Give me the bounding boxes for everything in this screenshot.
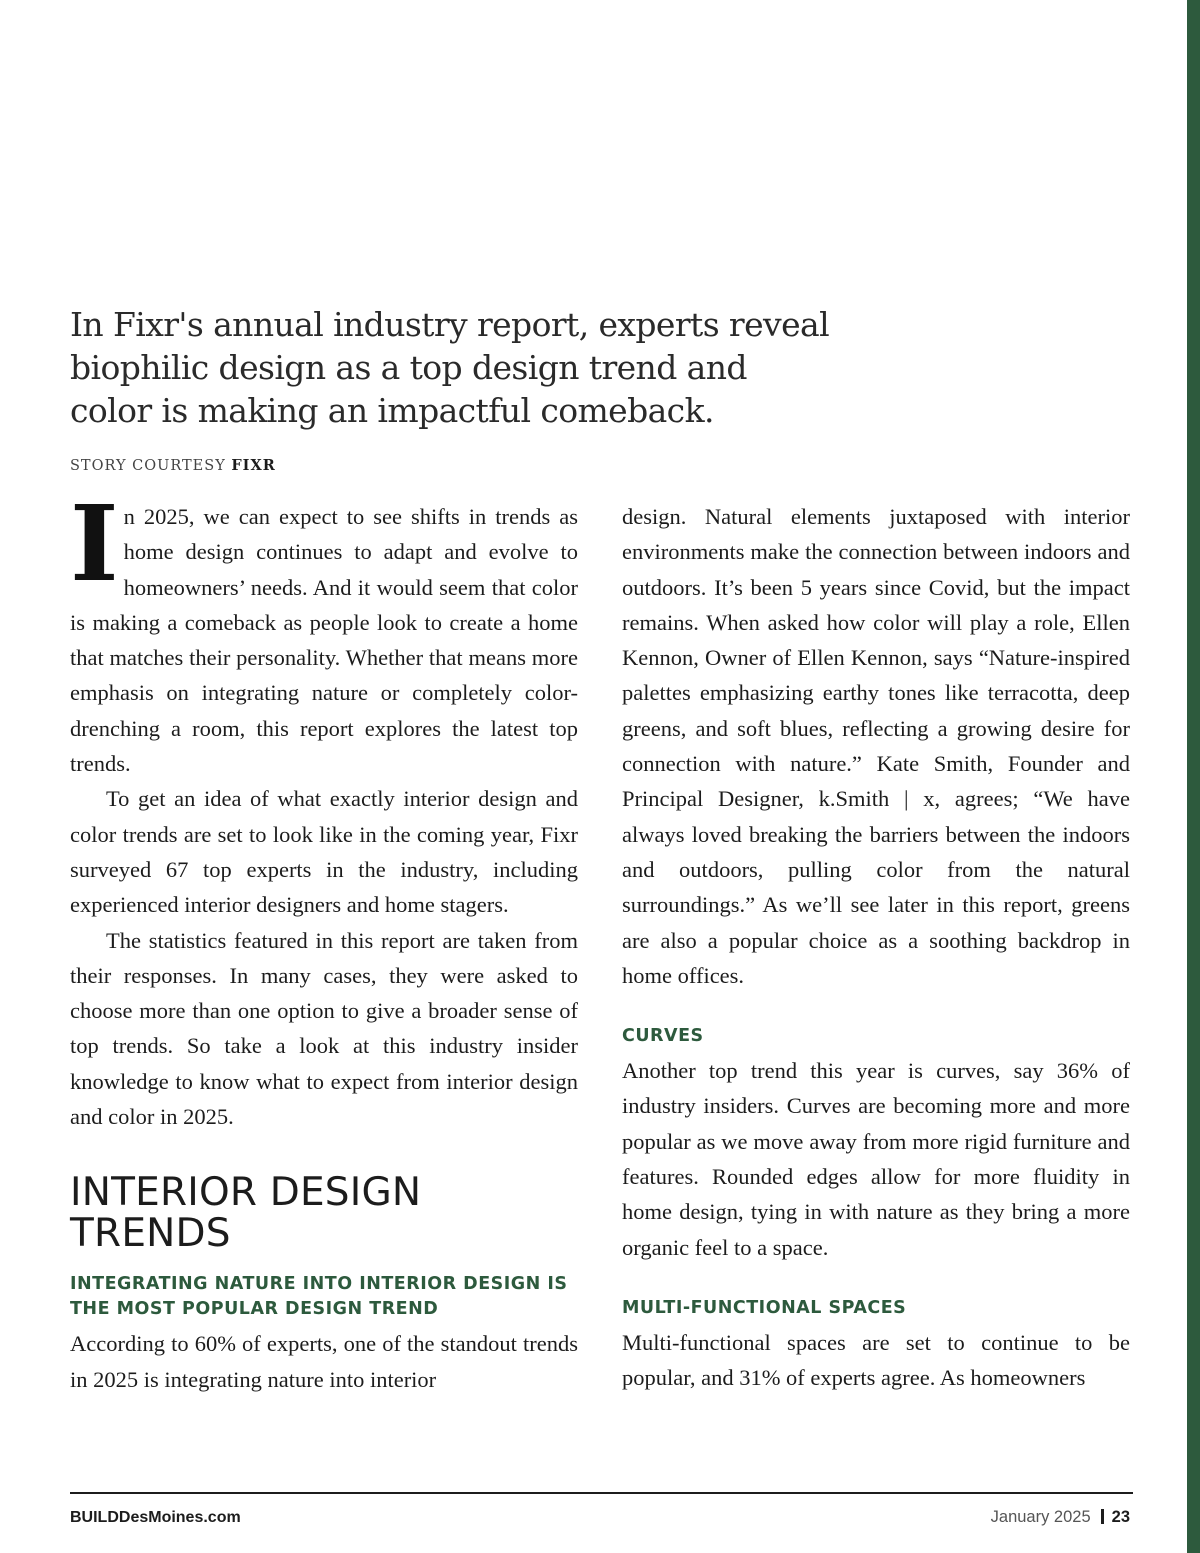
- footer-separator: [1101, 1509, 1104, 1524]
- page-number: 23: [1111, 1508, 1130, 1526]
- drop-cap: I: [70, 482, 119, 605]
- article-column-left: [70, 482, 578, 1397]
- subhead-curves: CURVES: [622, 1026, 704, 1047]
- section-title: [70, 1170, 578, 1257]
- intro-text: n 2025, we can expect to see shifts in trends as home design continues to adapt and evolve to homeowners’ needs. And it would seem that color is making a comeback as people look to create a home that matches their personality. Whether that means more emphasis on integrating nature or completely color-drenching a room, this report explores the latest top trends.: [70, 504, 578, 777]
- byline-label: STORY COURTESY: [70, 458, 226, 474]
- deck-line: biophilic design as a top design trend and: [70, 348, 747, 387]
- footer-date: January 2025: [990, 1508, 1091, 1526]
- footer-page-info: [991, 1508, 1130, 1527]
- body-paragraph: To get an idea of what exactly interior design and color trends are set to look like in the coming year, Fixr surveyed 67 top experts in the industry, including experienced interior designers and home stagers.: [70, 786, 578, 918]
- body-paragraph: The statistics featured in this report are taken from their responses. In many cases, they were asked to choose more than one option to give a broader sense of top trends. So take a look at this industry insider knowledge to know what to expect from interior design and color in 2025.: [70, 927, 578, 1130]
- intro-paragraph: [70, 482, 578, 781]
- deck-line: color is making an impactful comeback.: [70, 391, 714, 430]
- body-paragraph: design. Natural elements juxtaposed with interior environments make the connection between indoors and outdoors. It’s been 5 years since Covid, but the impact remains. When asked how color will play a role, Ellen Kennon, Owner of Ellen Kennon, says “Nature-inspired palettes emphasizing earthy tones like terracotta, deep greens, and soft blues, reflecting a growing desire for connection with nature.” Kate Smith, Founder and Principal Designer, k.Smith | x, agrees; “We have always loved breaking the barriers between the indoors and outdoors, pulling color from the natural surroundings.” As we’ll see later in this report, greens are also a popular choice as a soothing backdrop in home offices.: [622, 504, 1130, 988]
- subhead-nature: INTEGRATING NATURE INTO INTERIOR DESIGN IS THE MOST POPULAR DESIGN TREND: [70, 1274, 568, 1320]
- byline: [70, 457, 276, 474]
- body-paragraph: Multi-functional spaces are set to continue to be popular, and 31% of experts agree. As homeowners: [622, 1329, 1130, 1391]
- subhead-multi-functional: MULTI-FUNCTIONAL SPACES: [622, 1297, 907, 1318]
- green-edge-bar: [1187, 0, 1200, 1553]
- section-title-line: INTERIOR DESIGN: [70, 1170, 422, 1216]
- body-paragraph: Another top trend this year is curves, say 36% of industry insiders. Curves are becoming more and more popular as we move away from more rigid furniture and features. Rounded edges allow for more fluidity in home design, tying in with nature as they bring a more organic feel to a space.: [622, 1058, 1130, 1260]
- footer-site: BUILDDesMoines.com: [70, 1509, 241, 1526]
- footer-rule: [70, 1492, 1133, 1494]
- byline-source: FIXR: [231, 457, 276, 474]
- deck-line: In Fixr's annual industry report, experts reveal: [70, 305, 830, 344]
- article-column-right: [622, 499, 1130, 1396]
- article-deck: [70, 303, 970, 432]
- section-title-line: TRENDS: [70, 1211, 231, 1257]
- body-paragraph: According to 60% of experts, one of the standout trends in 2025 is integrating nature into interior: [70, 1331, 578, 1392]
